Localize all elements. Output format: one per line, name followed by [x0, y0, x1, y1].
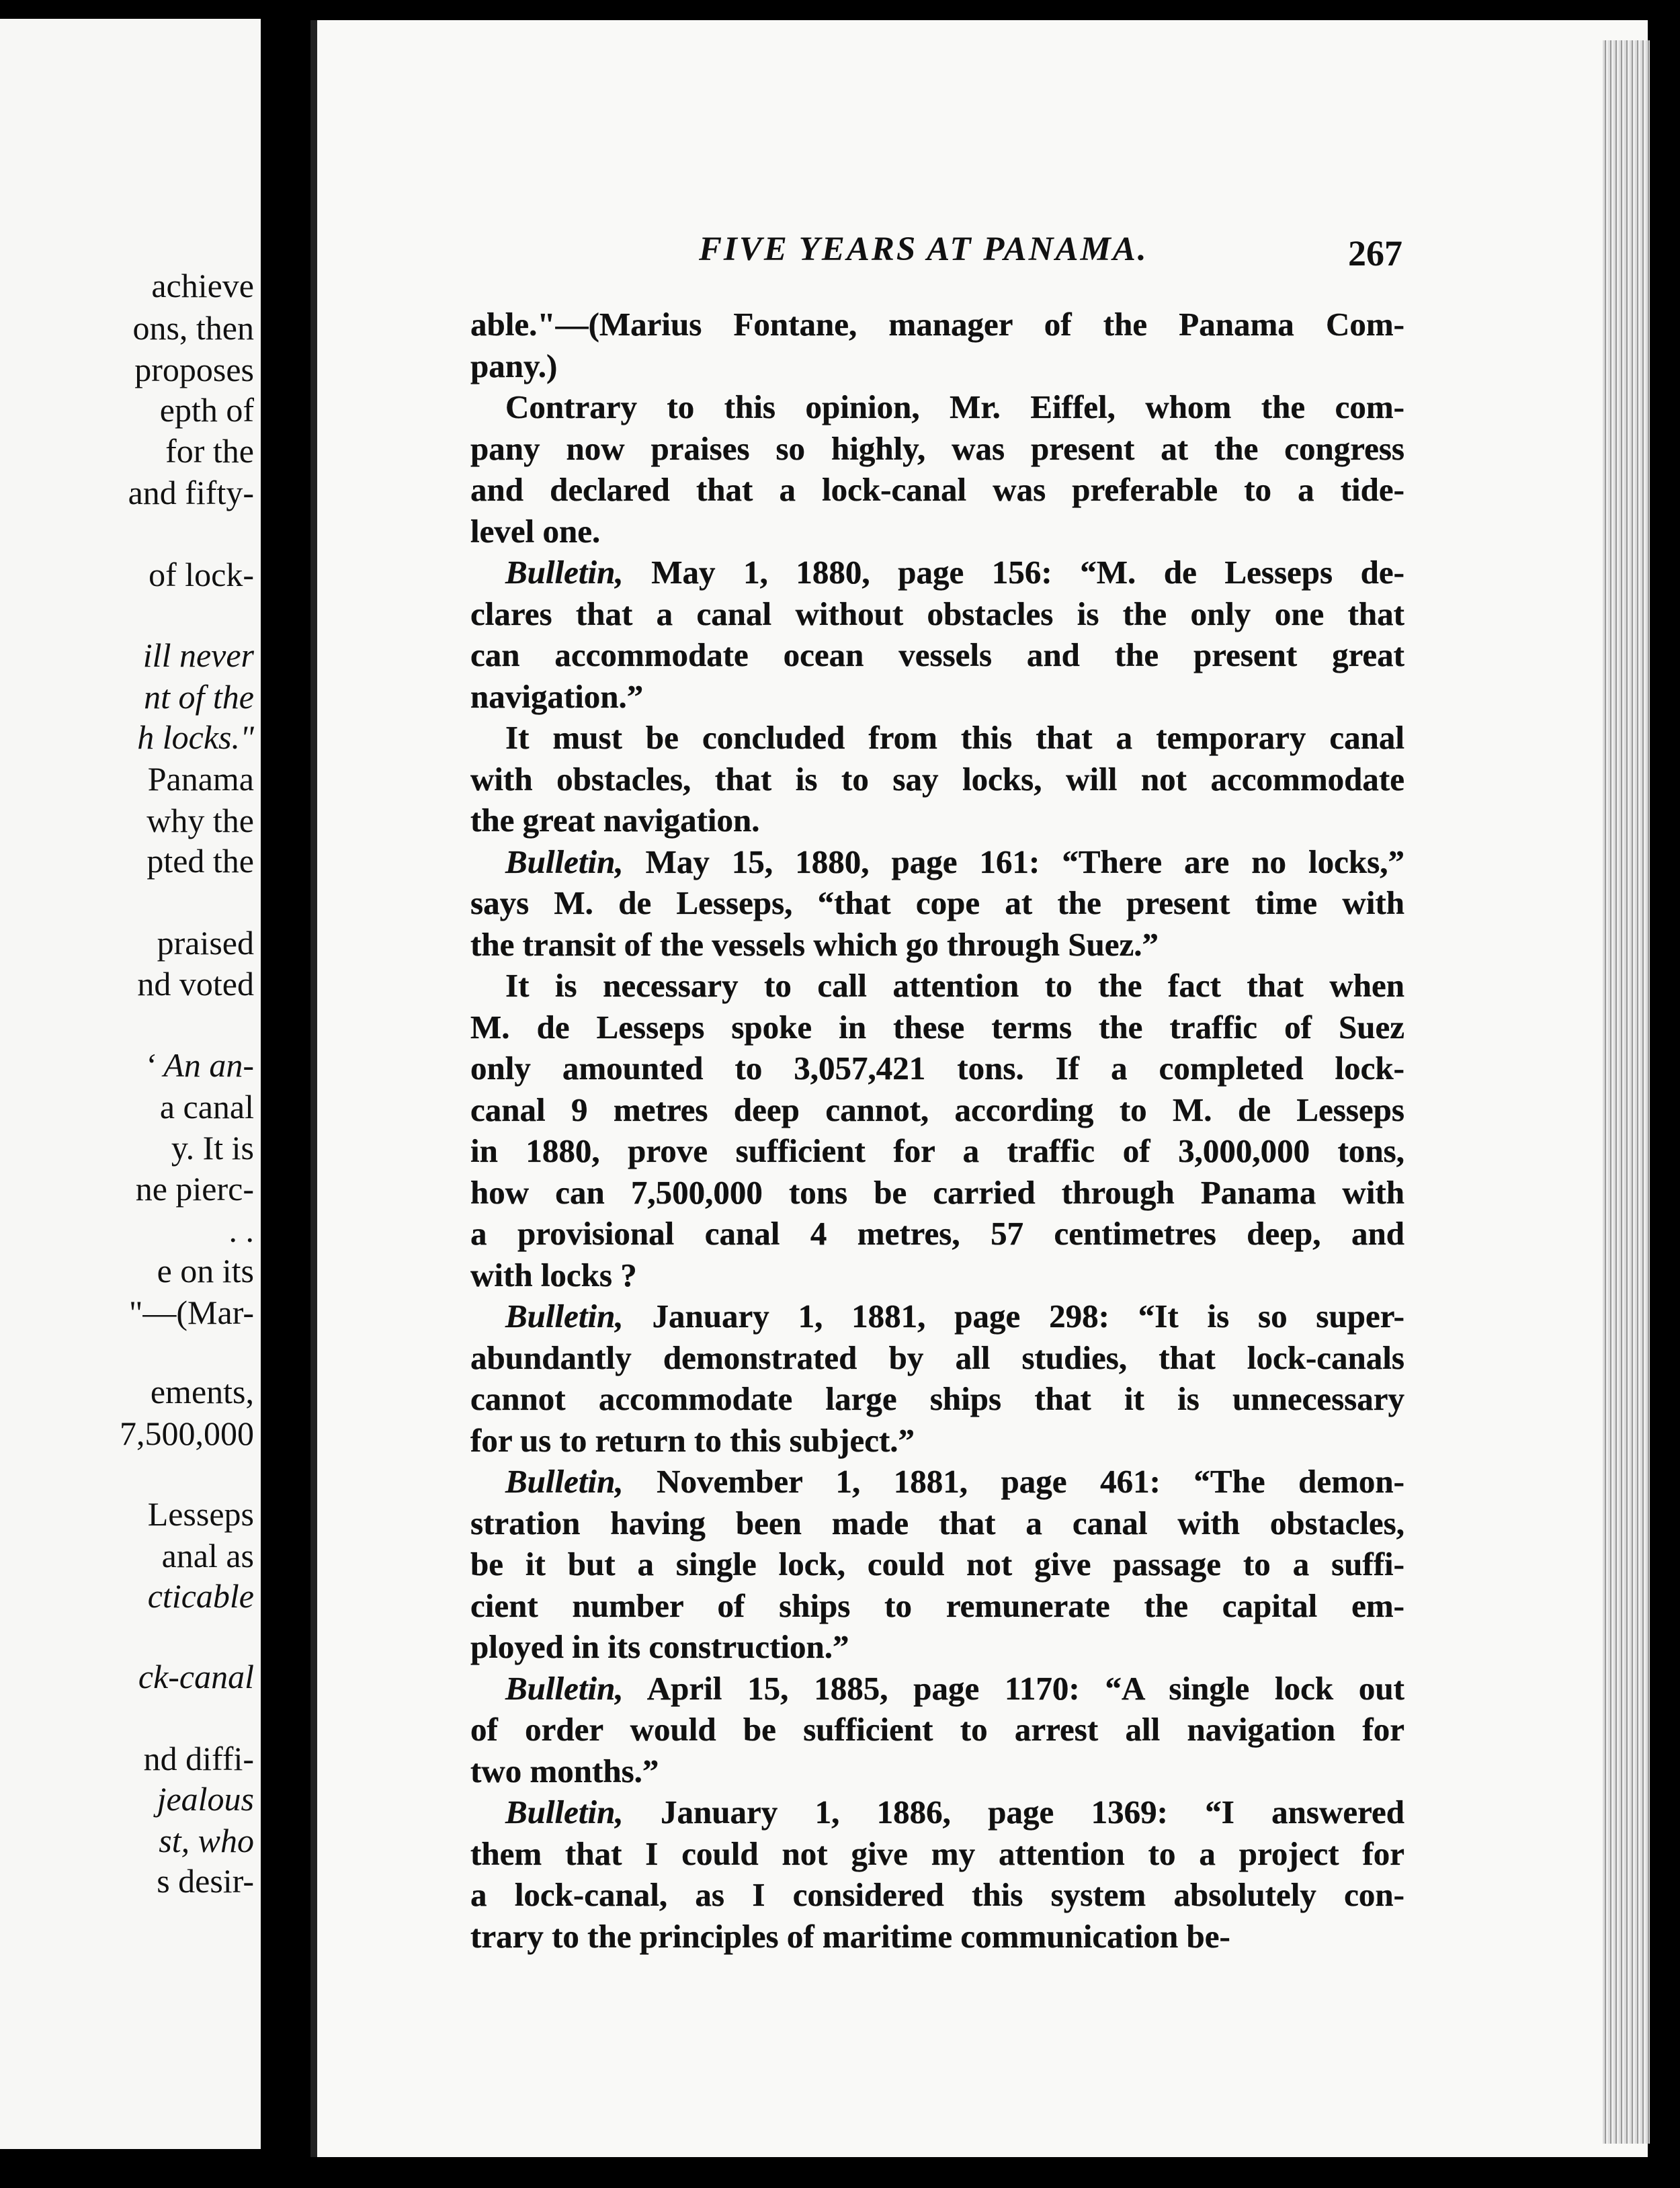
text-line: two months.”	[470, 1752, 659, 1790]
text-line: a provisional canal 4 metres, 57 centimetres deep, and	[470, 1215, 1404, 1252]
text-line: clares that a canal without obstacles is the only one that	[470, 595, 1404, 632]
line-text: May 15, 1880, page 161: “There are no locks,”	[623, 843, 1404, 880]
text-line: canal 9 metres deep cannot, according to M. de Lesseps	[470, 1091, 1404, 1128]
left-page-line: h locks."	[137, 718, 254, 756]
text-line: abundantly demonstrated by all studies, that lock-canals	[470, 1339, 1404, 1376]
body-text	[470, 304, 1404, 1957]
left-page-line: cticable	[147, 1577, 254, 1615]
left-page-line: st, who	[159, 1822, 254, 1859]
line-text: April 15, 1885, page 1170: “A single lock out	[623, 1669, 1404, 1707]
text-line	[470, 1461, 1404, 1503]
left-page-line: jealous	[157, 1780, 254, 1818]
text-line: navigation.”	[470, 677, 644, 715]
text-line: and declared that a lock-canal was preferable to a tide-	[470, 471, 1404, 508]
text-line: level one.	[470, 512, 601, 550]
text-line: trary to the principles of maritime communication be-	[470, 1917, 1230, 1955]
left-page-line: Lesseps	[147, 1495, 254, 1533]
citation-source: Bulletin,	[505, 1794, 624, 1831]
running-head: FIVE YEARS AT PANAMA.	[699, 230, 1148, 268]
text-line: with locks ?	[470, 1256, 637, 1294]
text-line: can accommodate ocean vessels and the present great	[470, 636, 1404, 673]
text-line: be it but a single lock, could not give passage to a suffi-	[470, 1546, 1404, 1583]
page-edges	[1603, 40, 1650, 2144]
left-page-line: ements,	[150, 1373, 254, 1411]
line-text: January 1, 1881, page 298: “It is so super-	[623, 1298, 1404, 1335]
text-line: ployed in its construction.”	[470, 1628, 849, 1665]
text-line: able."—(Marius Fontane, manager of the Panama Com-	[470, 306, 1404, 343]
text-line: pany now praises so highly, was present at the congress	[470, 429, 1404, 467]
left-page-line: ck-canal	[138, 1658, 254, 1695]
left-page-line: a canal	[159, 1088, 254, 1126]
text-line: It must be concluded from this that a temporary canal	[505, 719, 1404, 756]
left-page-line: s desir-	[157, 1862, 254, 1900]
text-line: how can 7,500,000 tons be carried through Panama with	[470, 1173, 1404, 1211]
left-page-line: . .	[228, 1212, 254, 1249]
page-number: 267	[1348, 233, 1402, 274]
text-line: the transit of the vessels which go through Suez.”	[470, 925, 1159, 963]
text-line: them that I could not give my attention to a project for	[470, 1835, 1404, 1872]
left-page-line: for the	[165, 432, 254, 470]
citation-source: Bulletin,	[505, 1463, 624, 1500]
line-text: May 1, 1880, page 156: “M. de Lesseps de-	[623, 554, 1404, 591]
left-page-line: anal as	[161, 1537, 254, 1574]
text-line: cient number of ships to remunerate the capital em-	[470, 1587, 1404, 1624]
text-line: M. de Lesseps spoke in these terms the traffic of Suez	[470, 1008, 1404, 1046]
left-page-line: 7,500,000	[120, 1415, 254, 1452]
line-text: November 1, 1881, page 461: “The demon-	[623, 1463, 1404, 1500]
left-page-line: "—(Mar-	[128, 1294, 254, 1331]
left-page-line: why the	[146, 802, 254, 839]
text-line	[470, 841, 1404, 883]
left-page-fragment	[0, 19, 261, 2149]
left-page-line: nt of the	[144, 678, 254, 716]
citation-source: Bulletin,	[505, 1298, 624, 1335]
left-page-line: Panama	[147, 760, 254, 798]
text-line: pany.)	[470, 347, 558, 384]
citation-source: Bulletin,	[505, 554, 624, 591]
text-line: in 1880, prove sufficient for a traffic of 3,000,000 tons,	[470, 1132, 1404, 1169]
left-page-line: and fifty-	[128, 474, 254, 511]
text-line: for us to return to this subject.”	[470, 1421, 915, 1459]
left-page-line: y. It is	[171, 1129, 254, 1167]
left-page-line: e on its	[157, 1252, 254, 1290]
text-line	[470, 1792, 1404, 1833]
text-line: of order would be sufficient to arrest all navigation for	[470, 1711, 1404, 1748]
left-page-line: achieve	[151, 267, 254, 304]
citation-source: Bulletin,	[505, 1669, 624, 1707]
left-page-line: proposes	[134, 351, 254, 388]
left-page-line: praised	[157, 924, 254, 962]
text-line	[470, 1296, 1404, 1337]
left-page-line: of lock-	[149, 556, 254, 593]
text-line: It is necessary to call attention to the fact that when	[505, 967, 1404, 1004]
text-line: a lock-canal, as I considered this system absolutely con-	[470, 1876, 1404, 1913]
left-page-line: nd voted	[137, 965, 254, 1003]
text-line: with obstacles, that is to say locks, will not accommodate	[470, 760, 1404, 798]
left-page-line: ne pierc-	[135, 1170, 254, 1208]
left-page-line: ill never	[142, 636, 254, 674]
left-page-line: ons, then	[132, 309, 254, 347]
left-page-line: nd diffi-	[143, 1740, 254, 1777]
text-line: cannot accommodate large ships that it is unnecessary	[470, 1380, 1404, 1417]
text-line: only amounted to 3,057,421 tons. If a completed lock-	[470, 1050, 1404, 1087]
text-line: Contrary to this opinion, Mr. Eiffel, whom the com-	[505, 388, 1404, 425]
left-page-line: ‘ An an-	[144, 1046, 254, 1084]
text-line: says M. de Lesseps, “that cope at the present time with	[470, 884, 1404, 921]
left-page-line: pted the	[146, 842, 254, 880]
line-text: January 1, 1886, page 1369: “I answered	[623, 1794, 1404, 1831]
citation-source: Bulletin,	[505, 843, 624, 880]
text-line	[470, 1668, 1404, 1710]
text-line	[470, 552, 1404, 593]
text-line: the great navigation.	[470, 802, 760, 839]
left-page-line: epth of	[159, 391, 254, 429]
text-line: stration having been made that a canal with obstacles,	[470, 1504, 1404, 1542]
